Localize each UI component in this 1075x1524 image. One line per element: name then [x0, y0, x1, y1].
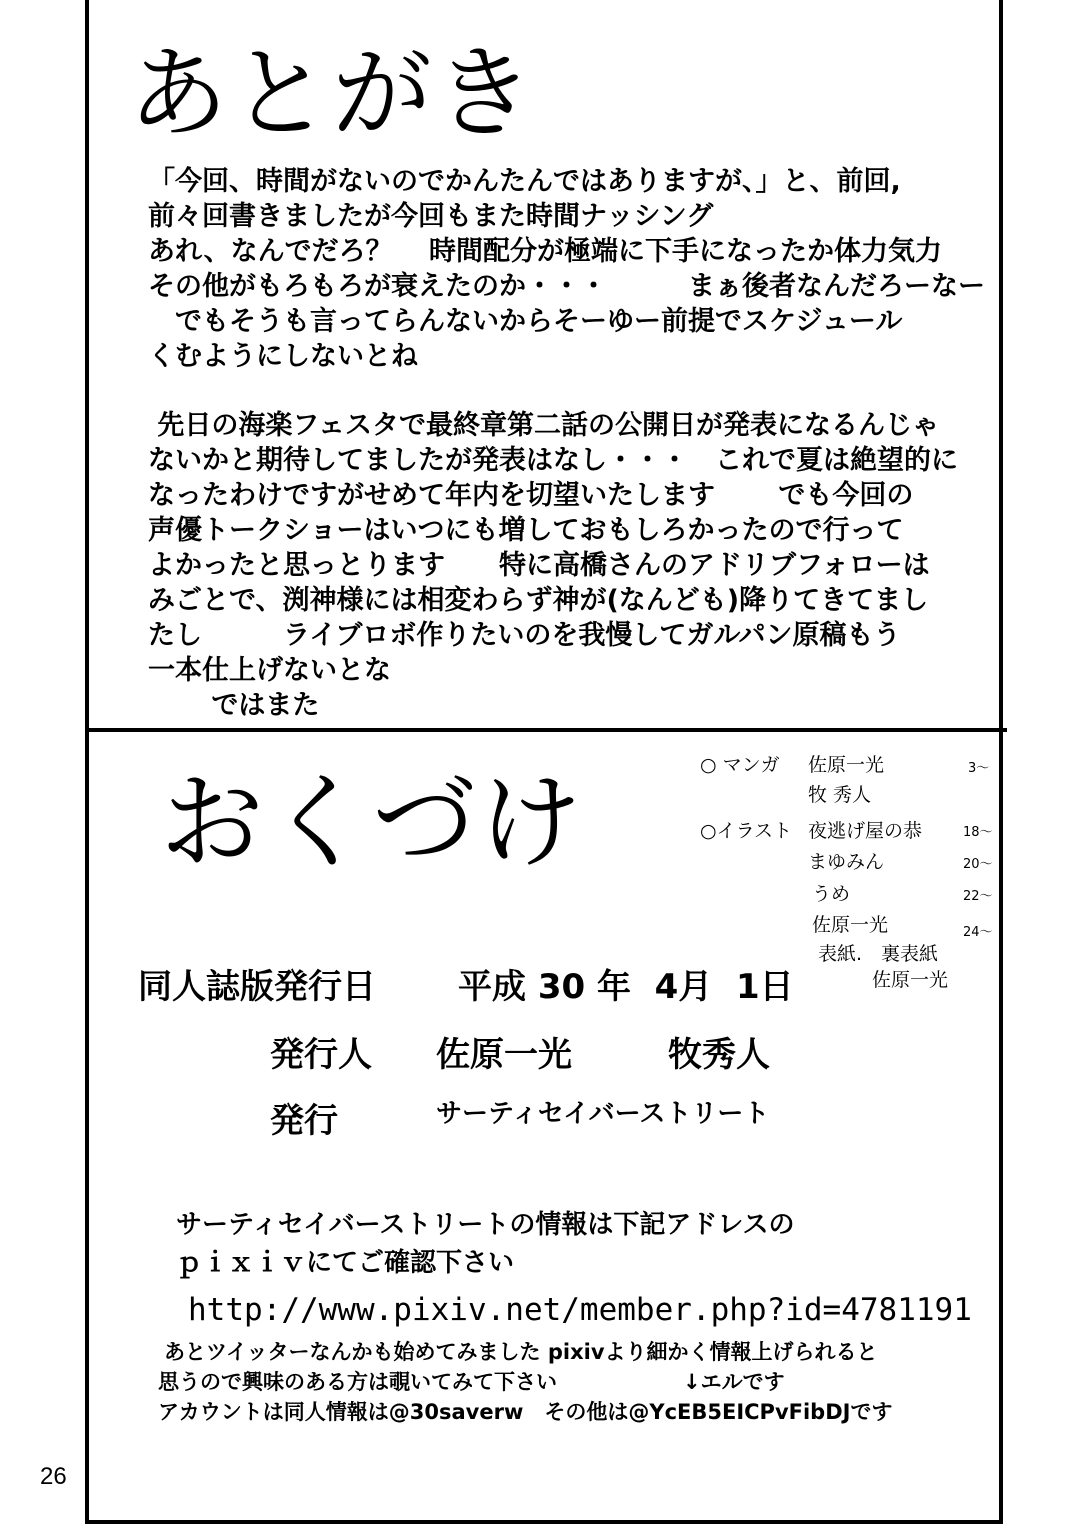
issuer-label: 発行 [270, 1101, 338, 1141]
credit-role: ○イラスト [700, 820, 793, 842]
credit-page: 24～ [963, 925, 993, 940]
issuer-name: サーティセイバーストリート [436, 1099, 770, 1129]
publisher-name: 佐原一光 [436, 1035, 572, 1075]
publisher-name: 牧秀人 [668, 1035, 770, 1075]
credit-name: 佐原一光 [812, 914, 889, 936]
cover-credit-name: 佐原一光 [872, 969, 949, 991]
issue-date: 平成 30 年 4月 1日 [458, 967, 794, 1007]
twitter-line: 思うので興味のある方は覗いてみて下さい ↓エルです [158, 1370, 785, 1394]
afterword-line: あれ、なんでだろ？ 時間配分が極端に下手になったか体力気力 [148, 236, 943, 267]
pixiv-url: http://www.pixiv.net/member.php?id=4781191 [188, 1292, 972, 1328]
afterword-line: くむようにしないとね [148, 341, 418, 372]
section-divider [85, 728, 1007, 732]
credit-page: 18～ [963, 825, 993, 840]
afterword-line: ないかと期待してましたが発表はなし・・・ これで夏は絶望的に [148, 445, 958, 476]
afterword-line: ではまた [148, 690, 320, 721]
credit-name: まゆみん [808, 851, 885, 873]
afterword-line: なったわけですがせめて年内を切望いたします でも今回の [148, 480, 914, 511]
afterword-line: 声優トークショーはいつにも増しておもしろかったので行って [148, 515, 904, 546]
afterword-line: 前々回書きましたが今回もまた時間ナッシング [148, 201, 714, 232]
credit-role: ○ マンガ [700, 754, 780, 776]
afterword-line: みごとで、渕神様には相変わらず神が(なんども)降りてきてまし [148, 585, 929, 616]
colophon-title: おくづけ [160, 761, 585, 883]
credit-name: 夜逃げ屋の恭 [808, 820, 923, 842]
afterword-line: 「今回、時間がないのでかんたんではありますが、」と、前回, [148, 166, 901, 197]
twitter-line: あとツイッターなんかも始めてみました pixivより細かく情報上げられると [164, 1340, 878, 1364]
info-line: サーティセイバーストリートの情報は下記アドレスの [176, 1210, 795, 1240]
credit-name: 佐原一光 [808, 754, 885, 776]
afterword-line: たし ライブロボ作りたいのを我慢してガルパン原稿もう [148, 620, 901, 651]
issue-date-label: 同人誌版発行日 [138, 967, 376, 1007]
cover-credit-label: 表紙. 裏表紙 [818, 943, 939, 965]
publisher-label: 発行人 [270, 1035, 372, 1075]
twitter-line: アカウントは同人情報は@30saverw その他は@YcEB5EICPvFibDJです [158, 1400, 893, 1424]
afterword-line: その他がもろもろが衰えたのか・・・ まぁ後者なんだろーなー [148, 271, 985, 302]
credit-name: 牧 秀人 [808, 784, 872, 806]
afterword-line: 先日の海楽フェスタで最終章第二話の公開日が発表になるんじゃ [148, 410, 940, 441]
page-number: 26 [40, 1463, 67, 1490]
info-line: ｐｉｘｉｖにてご確認下さい [176, 1248, 515, 1278]
credit-page: 20～ [963, 857, 993, 872]
afterword-line: よかったと思っとります 特に高橋さんのアドリブフォローは [148, 550, 930, 581]
afterword-line: でもそうも言ってらんないからそーゆー前提でスケジュール [148, 306, 903, 337]
afterword-line: 一本仕上げないとな [148, 655, 391, 686]
afterword-title: あとがき [128, 35, 536, 152]
credit-name: うめ [812, 883, 851, 905]
credit-page: 22～ [963, 889, 993, 904]
credit-page: 3～ [968, 761, 990, 776]
